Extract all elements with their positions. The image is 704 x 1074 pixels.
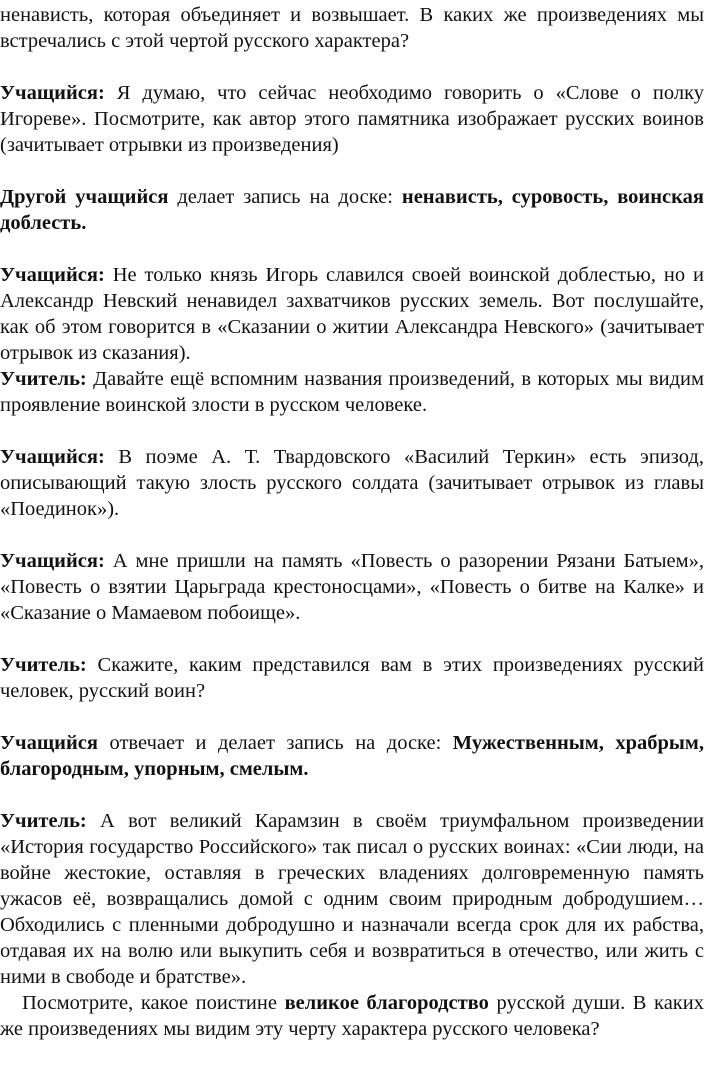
text-segment: Не только князь Игорь славился своей воинской доблестью, но и Александр Невский ненавидел захватчиков русских земель. Вот послушайте, как об этом говорится в «Сказании о житии Александра Невского» (зачитывает отрывок из сказания). (0, 264, 704, 364)
paragraph-board-note-1 (0, 184, 704, 236)
speaker-label: Учитель: (0, 810, 87, 832)
text-segment: Посмотрите, какое поистине (22, 992, 285, 1014)
paragraph-teacher-karamzin (0, 808, 704, 990)
speaker-label: Учащийся: (0, 264, 105, 286)
text-segment: А вот великий Карамзин в своём триумфальном произведении «История государство Российского» так писал о русских воинах: «Сии люди, на войне жестокие, оставляя в греческих владениях долговременную память ужасов её, возвращались домой с одним своим природным добродушием… Обходились с пленными добродушно и назначали всегда срок для их рабства, отдавая их на волю или выкупить себя и возвратиться в отечество, или жить с ними в свободе и братстве». (0, 810, 704, 988)
paragraph-nobility (0, 990, 704, 1042)
paragraph-intro (0, 2, 704, 54)
speaker-label: Учащийся: (0, 446, 105, 468)
paragraph-teacher-question-2 (0, 652, 704, 704)
speaker-label: Учащийся: (0, 82, 105, 104)
speaker-label: Учащийся: (0, 550, 105, 572)
paragraph-student-terkin (0, 444, 704, 522)
paragraph-student-slovo (0, 80, 704, 158)
board-keywords: Мужественным, храбрым, благородным, упорным, смелым. (0, 732, 704, 780)
paragraph-board-note-2 (0, 730, 704, 782)
text-segment: отвечает и делает запись на доске: (97, 732, 453, 754)
text-segment: русской души. В каких же произведениях мы видим эту черту характера русского человека? (0, 992, 704, 1040)
speaker-label: Учитель: (0, 654, 87, 676)
text-segment: Я думаю, что сейчас необходимо говорить о «Слове о полку Игореве». Посмотрите, как автор этого памятника изображает русских воинов (зачитывает отрывки из произведения) (0, 82, 704, 156)
text-segment: Скажите, каким представился вам в этих произведениях русский человек, русский воин? (0, 654, 704, 702)
speaker-label: Другой учащийся (0, 186, 169, 208)
text-segment: А мне пришли на память «Повесть о разорении Рязани Батыем», «Повесть о взятии Царьграда крестоносцами», «Повесть о битве на Калке» и «Сказание о Мамаевом побоище». (0, 550, 704, 624)
text-segment: делает запись на доске: (168, 186, 402, 208)
board-keywords: ненависть, суровость, воинская доблесть. (0, 186, 704, 234)
paragraph-teacher-question-1 (0, 366, 704, 418)
text-segment: ненависть, которая объединяет и возвышает. В каких же произведениях мы встречались с этой чертой русского характера? (0, 4, 704, 52)
emphasis-nobility: великое благородство (284, 992, 489, 1014)
paragraph-student-tales (0, 548, 704, 626)
paragraph-student-nevsky (0, 262, 704, 366)
text-segment: Давайте ещё вспомним названия произведений, в которых мы видим проявление воинской злости в русском человеке. (0, 368, 704, 416)
speaker-label: Учащийся (0, 732, 98, 754)
speaker-label: Учитель: (0, 368, 87, 390)
text-segment: В поэме А. Т. Твардовского «Василий Теркин» есть эпизод, описывающий такую злость русского солдата (зачитывает отрывок из главы «Поединок»). (0, 446, 704, 520)
